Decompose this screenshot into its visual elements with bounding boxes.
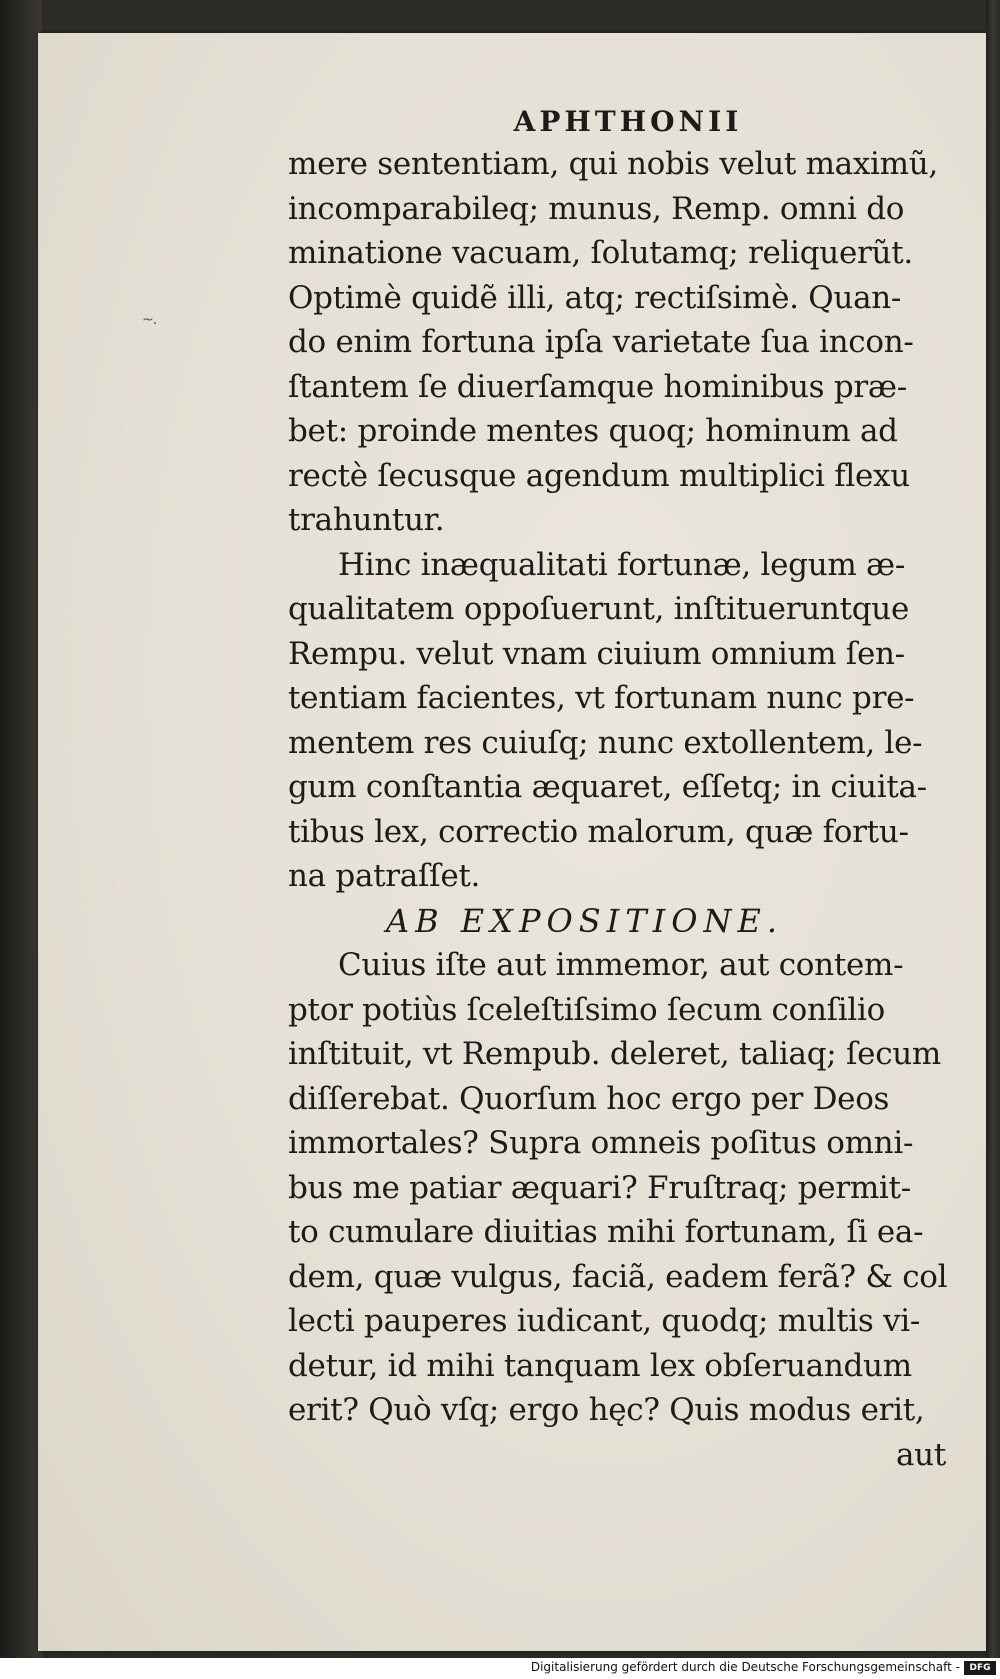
text-line: lecti pauperes iudicant, quodq; multis vi-	[288, 1303, 921, 1339]
text-line: Hinc inæqualitati fortunæ, legum æ-	[338, 546, 906, 583]
text-line: mere sententiam, qui nobis velut maximũ,	[288, 146, 938, 182]
text-line: ptor potiùs ſceleſtiſsimo ſecum conſilio	[288, 991, 886, 1028]
text-line: do enim fortuna ipſa varietate ſua incon-	[288, 324, 914, 360]
section-heading: AB EXPOSITIONE.	[386, 901, 784, 940]
text-line: incomparabileq; munus, Remp. omni do	[288, 190, 905, 227]
text-line: gum conſtantia æquaret, eſſetq; in ciuita-	[288, 769, 927, 805]
catchword: aut	[895, 1436, 946, 1473]
text-line: bet: proinde mentes quoq; hominum ad	[288, 413, 898, 449]
text-line: Optimè quidẽ illi, atq; rectiſsimè. Quan-	[288, 279, 902, 316]
text-lines	[288, 142, 958, 1477]
text-line: inſtituit, vt Rempub. deleret, taliaq; ſecum	[288, 1036, 942, 1072]
text-line: rectè ſecusque agendum multiplici flexu	[288, 457, 910, 494]
text-line: bus me patiar æquari? Fruſtraq; permit-	[288, 1169, 911, 1206]
running-head: APHTHONII	[513, 105, 743, 138]
text-line: diſſerebat. Quorſum hoc ergo per Deos	[288, 1080, 890, 1117]
dfg-logo: DFG	[964, 1661, 996, 1675]
text-line: Cuius iſte aut immemor, aut contem-	[338, 947, 904, 983]
funding-credit: Digitalisierung gefördert durch die Deutsche Forschungsgemeinschaft -	[530, 1660, 960, 1674]
text-line: detur, id mihi tanquam lex obſeruandum	[288, 1347, 912, 1384]
page-edge-shadow	[986, 0, 1000, 1658]
text-line: na patraſſet.	[288, 858, 481, 894]
footer-bar	[0, 1658, 1000, 1679]
book-spine-shadow	[0, 0, 42, 1658]
text-line: trahuntur.	[288, 502, 445, 538]
text-line: qualitatem oppoſuerunt, inſtitueruntque	[288, 591, 909, 627]
text-line: to cumulare diuitias mihi fortunam, ſi ea-	[288, 1214, 924, 1250]
margin-note: ~.	[142, 312, 157, 328]
text-line: mentem res cuiuſq; nunc extollentem, le-	[288, 724, 923, 761]
text-line: dem, quæ vulgus, faciã, eadem ferã? & col	[288, 1258, 948, 1295]
text-line: minatione vacuam, ſolutamq; reliquerũt.	[288, 235, 913, 271]
text-line: immortales? Supra omneis poſitus omni-	[288, 1125, 914, 1161]
text-line: erit? Quò vſq; ergo hęc? Quis modus erit,	[288, 1392, 925, 1428]
text-line: tibus lex, correctio malorum, quæ fortu-	[288, 813, 909, 850]
page-text-block	[288, 105, 958, 1477]
text-line: Rempu. velut vnam ciuium omnium ſen-	[288, 635, 905, 672]
text-line: ſtantem ſe diuerſamque hominibus præ-	[288, 368, 907, 405]
text-line: tentiam facientes, vt fortunam nunc pre-	[288, 680, 915, 716]
